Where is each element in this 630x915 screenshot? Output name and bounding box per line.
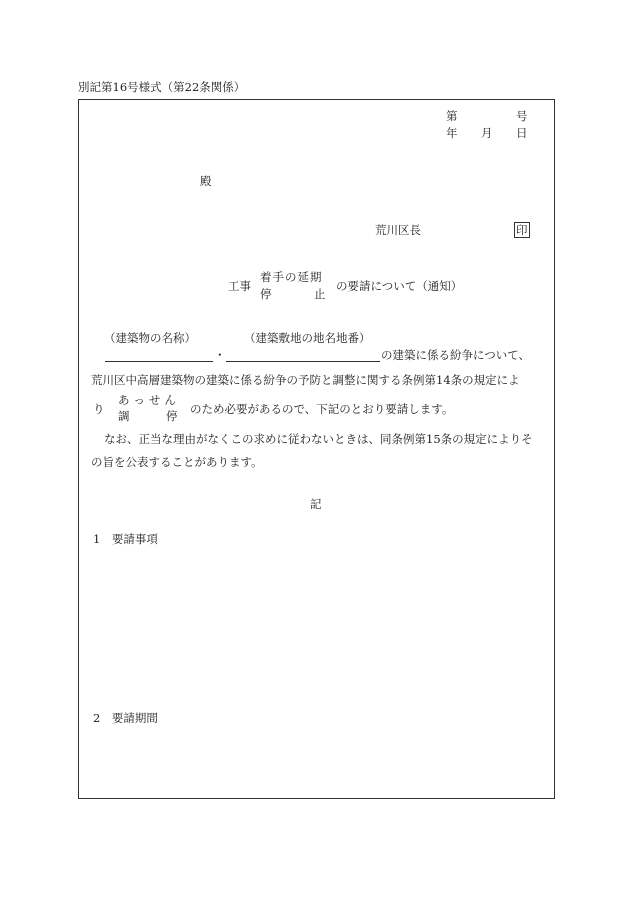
label-site-address: （建築敷地の地名地番） xyxy=(244,331,371,345)
ki-heading: 記 xyxy=(310,497,322,511)
document-frame xyxy=(78,99,555,799)
sender-name: 荒川区長 xyxy=(375,223,421,237)
separator-dot: ・ xyxy=(214,348,226,362)
option-top: あっせん xyxy=(118,393,180,407)
option-bottom-a: 調 xyxy=(118,409,130,423)
body-para2-line1: なお、正当な理由がなくこの求めに従わないときは、同条例第15条の規定によりそ xyxy=(104,432,533,446)
body-line2: 荒川区中高層建築物の建築に係る紛争の予防と調整に関する条例第14条の規定によ xyxy=(91,373,520,387)
number-suffix: 号 xyxy=(516,109,528,123)
date-day: 日 xyxy=(516,126,528,140)
body-line3-tail: のため必要があるので、下記のとおり要請します。 xyxy=(190,402,454,416)
site-address-blank[interactable] xyxy=(226,361,380,362)
subject-option-bottom-a: 停 xyxy=(260,287,272,301)
label-building-name: （建築物の名称） xyxy=(104,331,196,345)
item-request-matters: 1 要請事項 xyxy=(93,532,158,546)
seal-stamp: 印 xyxy=(516,223,528,237)
body-line3-prefix: り xyxy=(93,402,105,416)
body-line1-tail: の建築に係る紛争について、 xyxy=(381,348,531,362)
form-title: 別記第16号様式（第22条関係） xyxy=(78,80,246,94)
body-para2-line2: の旨を公表することがあります。 xyxy=(91,455,263,469)
number-prefix: 第 xyxy=(446,109,458,123)
building-name-blank[interactable] xyxy=(105,361,213,362)
addressee-suffix: 殿 xyxy=(200,174,212,188)
subject-option-bottom-b: 止 xyxy=(314,287,326,301)
subject-rest: の要請について（通知） xyxy=(336,279,463,293)
subject-option-top: 着手の延期 xyxy=(260,270,323,284)
date-month: 月 xyxy=(481,126,493,140)
item-request-period: 2 要請期間 xyxy=(93,711,158,725)
subject-kouji: 工事 xyxy=(228,279,251,293)
date-year: 年 xyxy=(446,126,458,140)
option-bottom-b: 停 xyxy=(166,409,178,423)
